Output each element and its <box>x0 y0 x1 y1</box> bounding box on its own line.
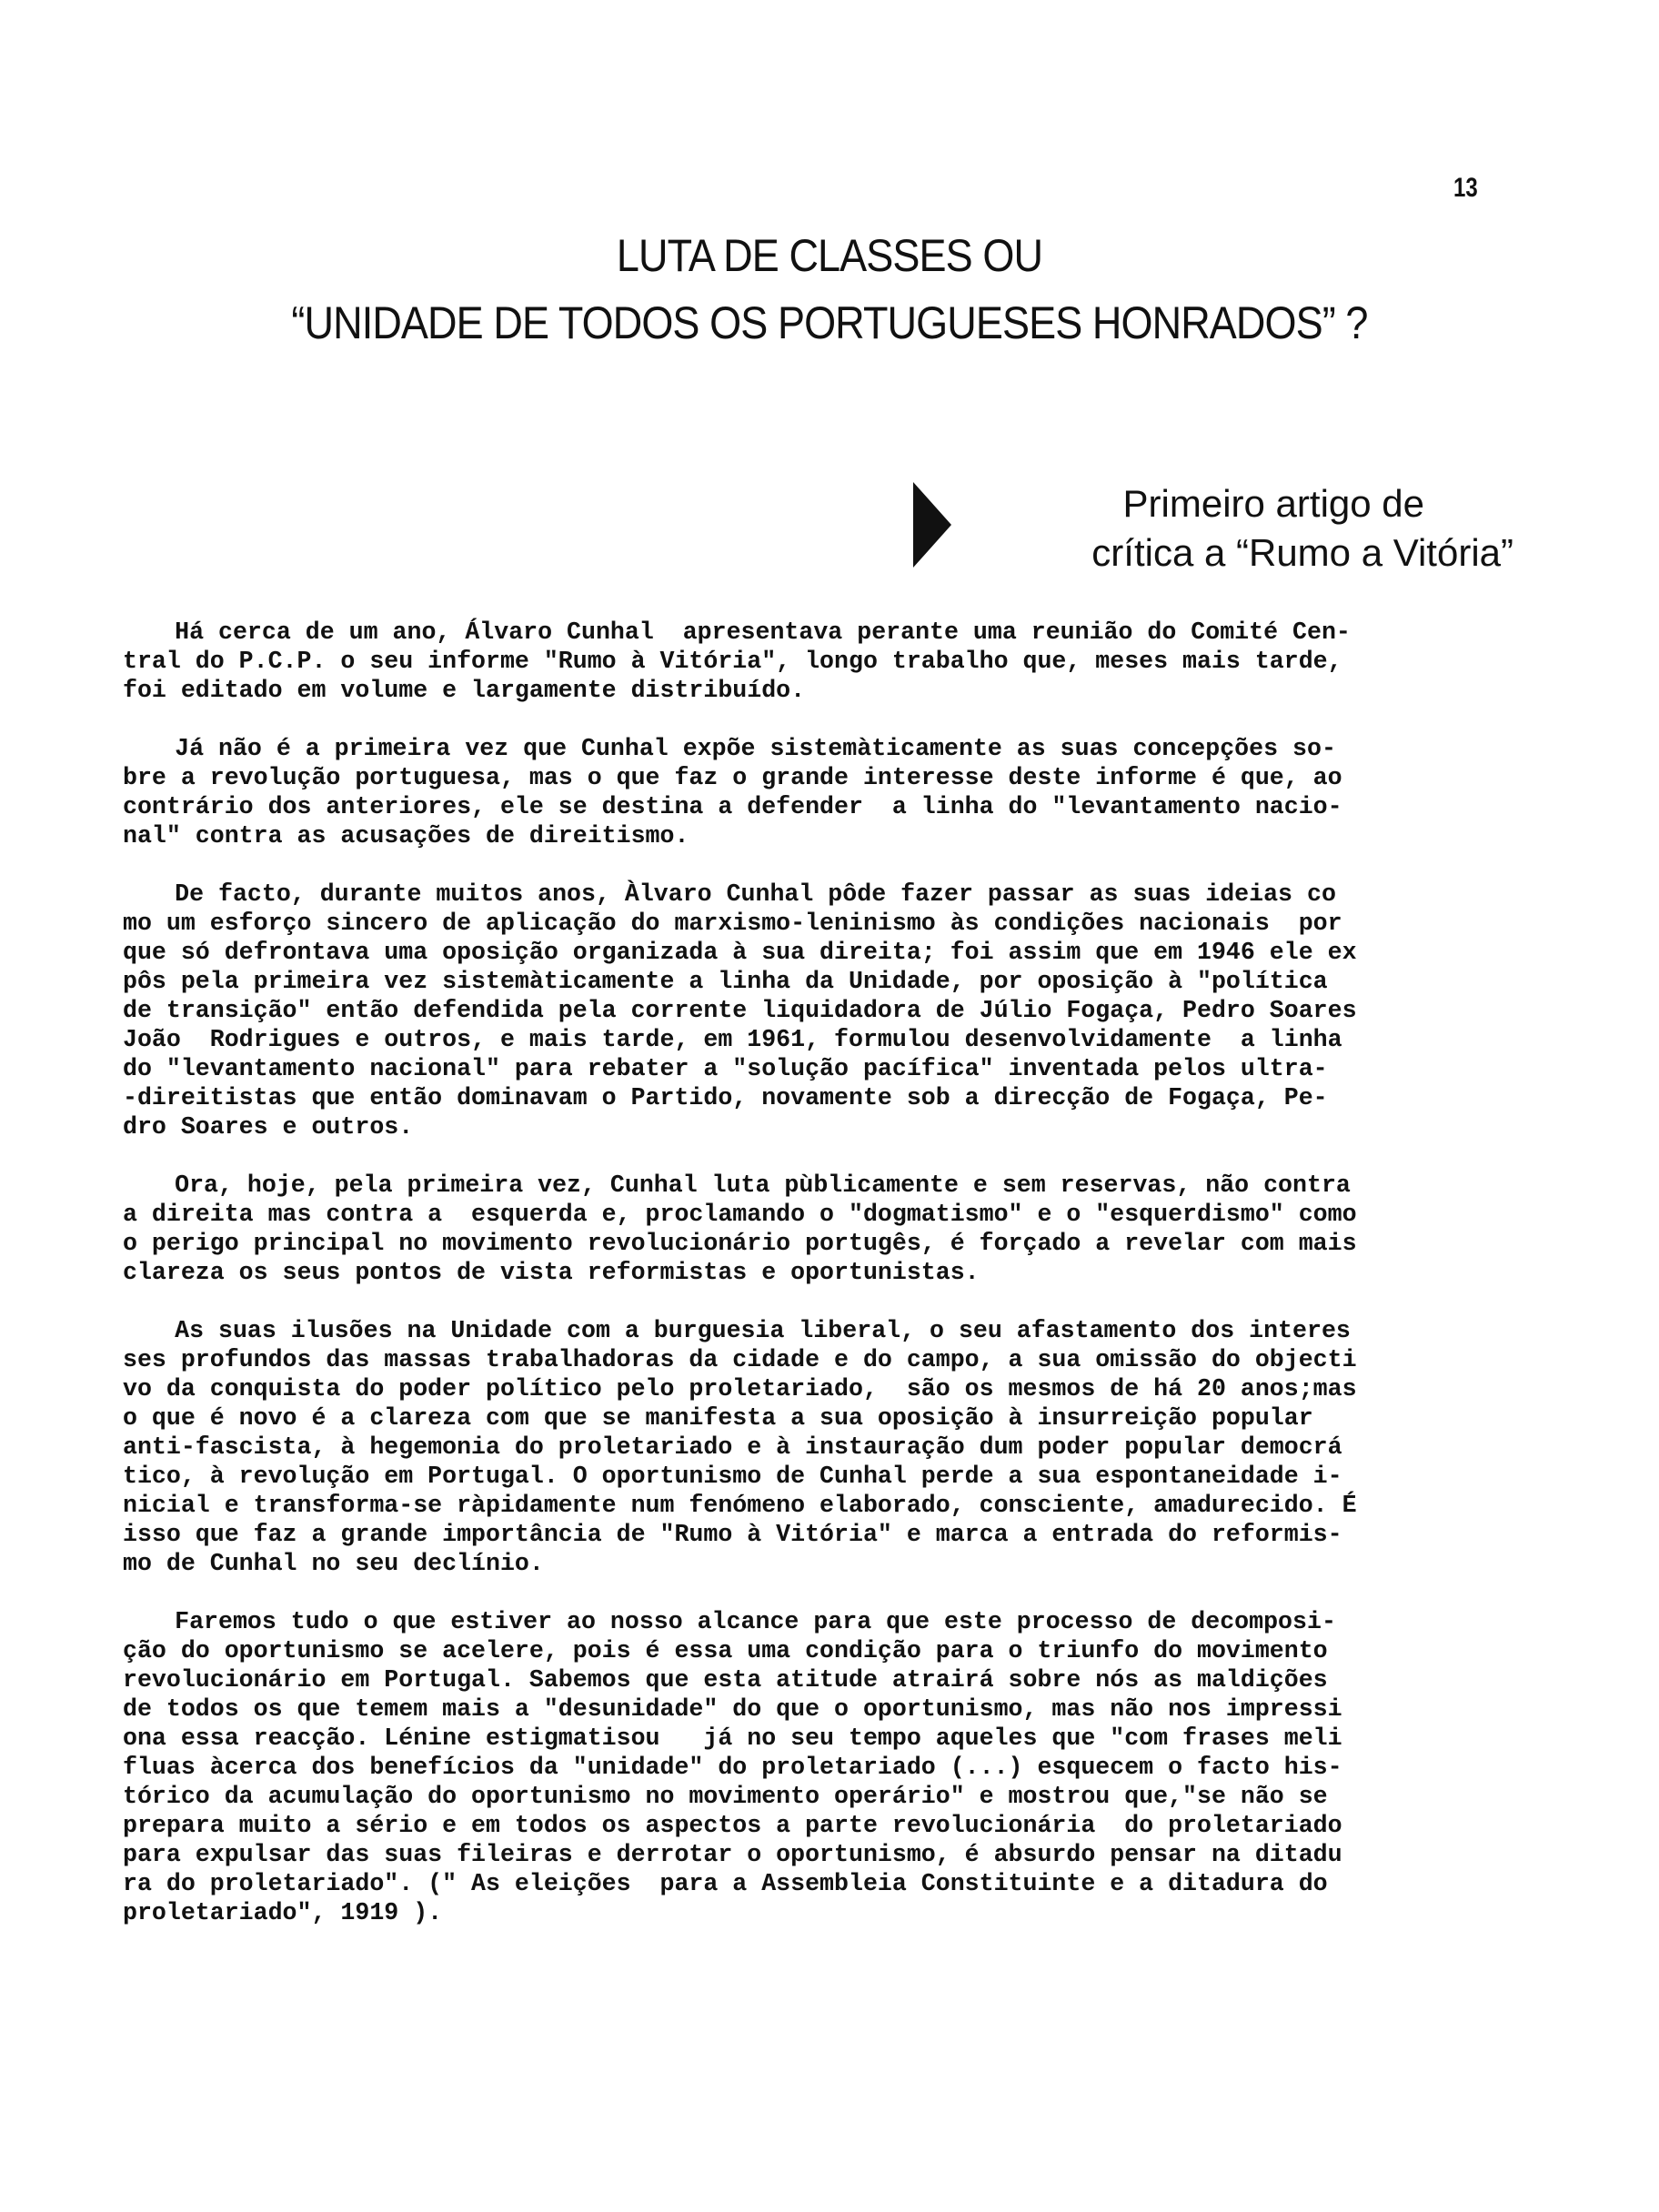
right-triangle-icon <box>913 482 951 568</box>
text-line: nal" contra as acusações de direitismo. <box>123 823 689 850</box>
text-line: vo da conquista do poder político pelo proletariado, são os mesmos de há 20 anos;mas <box>123 1376 1357 1403</box>
text-line: ses profundos das massas trabalhadoras da cidade e do campo, a sua omissão do objecti <box>123 1347 1357 1374</box>
text-line: para expulsar das suas fileiras e derrotar o oportunismo, é absurdo pensar na ditadu <box>123 1842 1342 1869</box>
text-line: tórico da acumulação do oportunismo no movimento operário" e mostrou que,"se não se <box>123 1784 1328 1811</box>
text-line: -direitistas que então dominavam o Partido, novamente sob a direcção de Fogaça, Pe- <box>123 1085 1328 1112</box>
text-line: proletariado", 1919 ). <box>123 1900 443 1927</box>
paragraph-1 <box>123 618 1469 706</box>
text-line: isso que faz a grande importância de "Rumo à Vitória" e marca a entrada do reformis- <box>123 1522 1342 1549</box>
subtitle-line-2: crítica a “Rumo a Vitória” <box>1091 531 1513 574</box>
text-line: que só defrontava uma oposição organizada à sua direita; foi assim que em 1946 ele ex <box>123 940 1357 967</box>
text-line: anti-fascista, à hegemonia do proletariado e à instauração dum poder popular democrá <box>123 1434 1342 1462</box>
text-line: As suas ilusões na Unidade com a burguesia liberal, o seu afastamento dos interes <box>175 1318 1351 1345</box>
text-line: de todos os que temem mais a "desunidade" do que o oportunismo, mas não nos impressi <box>123 1696 1342 1724</box>
text-line: mo um esforço sincero de aplicação do marxismo-leninismo às condições nacionais por <box>123 910 1342 938</box>
text-line: nicial e transforma-se ràpidamente num fenómeno elaborado, consciente, amadurecido. É <box>123 1493 1357 1520</box>
text-line: ção do oportunismo se acelere, pois é essa uma condição para o triunfo do movimento <box>123 1638 1328 1665</box>
text-line: bre a revolução portuguesa, mas o que faz o grande interesse deste informe é que, ao <box>123 765 1342 792</box>
text-line: Ora, hoje, pela primeira vez, Cunhal luta pùblicamente e sem reservas, não contra <box>175 1172 1351 1200</box>
text-line: fluas àcerca dos benefícios da "unidade" do proletariado (...) esquecem o facto his- <box>123 1755 1342 1782</box>
text-line: De facto, durante muitos anos, Àlvaro Cunhal pôde fazer passar as suas ideias co <box>175 881 1336 909</box>
text-line: do "levantamento nacional" para rebater a "solução pacífica" inventada pelos ultra- <box>123 1056 1328 1083</box>
text-line: pôs pela primeira vez sistemàticamente a linha da Unidade, por oposição à "política <box>123 969 1328 996</box>
text-line: foi editado em volume e largamente distribuído. <box>123 678 806 705</box>
paragraph-2 <box>123 735 1469 851</box>
text-line: Faremos tudo o que estiver ao nosso alcance para que este processo de decomposi- <box>175 1609 1336 1636</box>
text-line: tral do P.C.P. o seu informe "Rumo à Vitória", longo trabalho que, meses mais tarde, <box>123 649 1342 676</box>
text-line: tico, à revolução em Portugal. O oportunismo de Cunhal perde a sua espontaneidade i- <box>123 1463 1342 1491</box>
text-line: o que é novo é a clareza com que se manifesta a sua oposição à insurreição popular <box>123 1405 1313 1433</box>
text-line: Já não é a primeira vez que Cunhal expõe sistemàticamente as suas concepções so- <box>175 736 1336 763</box>
subtitle-line-1: Primeiro artigo de <box>1122 482 1424 525</box>
article-title-line-1: LUTA DE CLASSES OU <box>616 230 1043 281</box>
page-number: 13 <box>1453 173 1478 203</box>
text-line: o perigo principal no movimento revolucionário portugês, é forçado a revelar com mais <box>123 1231 1357 1258</box>
text-line: dro Soares e outros. <box>123 1114 414 1141</box>
text-line: Há cerca de um ano, Álvaro Cunhal apresentava perante uma reunião do Comité Cen- <box>175 619 1351 647</box>
paragraph-4 <box>123 1171 1469 1288</box>
text-line: clareza os seus pontos de vista reformistas e oportunistas. <box>123 1260 980 1287</box>
text-line: mo de Cunhal no seu declínio. <box>123 1551 544 1578</box>
text-line: João Rodrigues e outros, e mais tarde, em 1961, formulou desenvolvidamente a linha <box>123 1027 1342 1054</box>
text-line: contrário dos anteriores, ele se destina a defender a linha do "levantamento nacio- <box>123 794 1342 821</box>
text-line: de transição" então defendida pela corrente liquidadora de Júlio Fogaça, Pedro Soares <box>123 998 1357 1025</box>
text-line: ona essa reacção. Lénine estigmatisou já no seu tempo aqueles que "com frases meli <box>123 1725 1342 1753</box>
text-line: revolucionário em Portugal. Sabemos que esta atitude atrairá sobre nós as maldições <box>123 1667 1328 1694</box>
paragraph-5 <box>123 1317 1469 1579</box>
text-line: prepara muito a sério e em todos os aspectos a parte revolucionária do proletariado <box>123 1813 1342 1840</box>
article-body <box>123 618 1469 1957</box>
paragraph-6 <box>123 1608 1469 1928</box>
article-title-line-2: “UNIDADE DE TODOS OS PORTUGUESES HONRADOS” ? <box>291 297 1368 348</box>
text-line: a direita mas contra a esquerda e, proclamando o "dogmatismo" e o "esquerdismo" como <box>123 1202 1357 1229</box>
paragraph-3 <box>123 880 1469 1142</box>
text-line: ra do proletariado". (" As eleições para a Assembleia Constituinte e a ditadura do <box>123 1871 1328 1898</box>
